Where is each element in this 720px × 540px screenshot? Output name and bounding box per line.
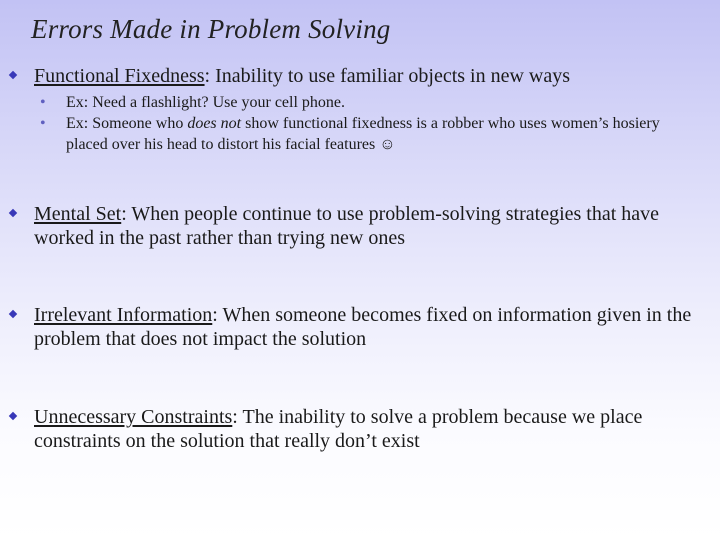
dot-bullet-icon: • [40,94,46,111]
term-label: Unnecessary Constraints [34,406,233,428]
term-label: Irrelevant Information [34,304,213,326]
term-label: Functional Fixedness [34,65,205,87]
example-text-suffix: show functional fixedness is a robber who uses women’s hosiery placed over his head to distort his facial features [66,115,660,153]
bullet-text [34,405,700,453]
smiley-icon: ☺ [379,136,396,153]
bullet-irrelevant-information [10,303,700,351]
term-description: : When people continue to use problem-solving strategies that have worked in the past rather than trying new ones [34,203,660,249]
diamond-bullet-icon [9,310,17,318]
term-label: Mental Set [34,203,122,225]
example-text-prefix: Ex: Someone who [66,115,188,132]
diamond-bullet-icon [9,412,17,420]
example-item [40,92,700,113]
example-list [40,92,700,155]
example-text: Ex: Need a flashlight? Use your cell phone. [66,94,346,111]
bullet-text [34,202,700,250]
bullet-text [34,303,700,351]
example-item [40,113,700,155]
term-description: : The inability to solve a problem because we place constraints on the solution that really don’t exist [34,406,643,452]
diamond-bullet-icon [9,209,17,217]
term-description: : Inability to use familiar objects in new ways [204,65,571,87]
dot-bullet-icon: • [40,115,46,132]
bullet-text [34,64,700,88]
bullet-unnecessary-constraints [10,405,700,453]
bullet-mental-set [10,202,700,250]
bullet-functional-fixedness [10,64,700,155]
diamond-bullet-icon [9,71,17,79]
term-description: : When someone becomes fixed on information given in the problem that does not impact the solution [34,304,692,350]
example-emphasis: does not [187,115,242,132]
slide-title: Errors Made in Problem Solving [31,14,391,44]
